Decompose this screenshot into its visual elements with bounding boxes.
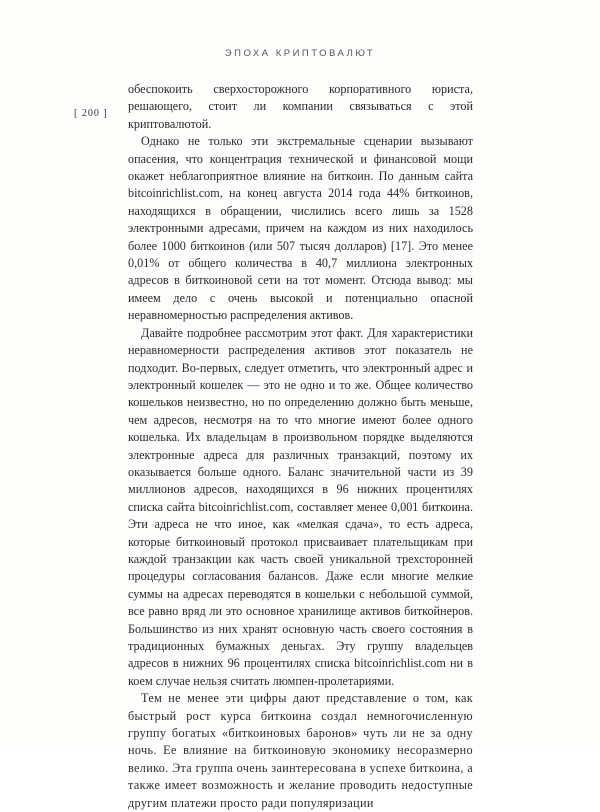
paragraph: Давайте подробнее рассмотрим этот факт. Для характеристики неравномерности распределения активов этот показатель не подходит. Во-первых, следует отметить, что электронный адрес и электронный кошелек — это не одно и то же. Общее количество кошельков неизвестно, но по определению должно быть меньше, чем адресов, несмотря на то что многие имеют более одного кошелька. Их владельцам в произвольном порядке выделяются электронные адреса для различных транзакций, поэтому их оказывается больше одного. Баланс значительной части из 39 миллионов адресов, находящихся в 96 нижних процентилях списка сайта bitcoinrichlist.com, составляет менее 0,001 биткоина. Эти адреса не что иное, как «мелкая сдача», то есть адреса, которые биткоиновый протокол присваивает плательщикам при каждой транзакции как часть своей уникальной трехсторонней процедуры согласования балансов. Даже если многие мелкие суммы на адресах переводятся в кошельки с небольшой суммой, все равно вряд ли это основное хранилище активов биткойнеров. Большинство из них хранят основную часть своего состояния в традиционных бумажных деньгах. Эту группу владельцев адресов в нижних 96 процентилях списка bitcoinrichlist.com ни в коем случае нельзя считать люмпен-пролетариями.	[128, 325, 473, 688]
paragraph: Однако не только эти экстремальные сценарии вызывают опасения, что концентрация технической и финансовой мощи окажет неблагоприятное влияние на биткоин. По данным сайта bitcoinrichlist.com, на конец августа 2014 года 44% биткоинов, находящихся в обращении, числились всего лишь за 1528 электронными адресами, причем на каждом из них находилось более 1000 биткоинов (или 507 тысяч долларов) [17]. Это менее 0,01% от общего количества в 40,7 миллиона электронных адресов в биткоиновой сети на тот момент. Отсюда вывод: мы имеем дело с очень высокой и потенциально опасной неравномерностью распределения активов.	[128, 134, 473, 323]
paragraph: Тем не менее эти цифры дают представление о том, как быстрый рост курса биткоина создал немногочисленную группу богатых «биткоиновых баронов» чуть ли не за одну ночь. Ее влияние на биткоиновую экономику несоразмерно велико. Эта группа очень заинтересована в успехе биткоина, а также имеет возможность и желание проводить недоступные другим платежи просто ради популяризации	[128, 691, 473, 810]
body-text	[128, 81, 473, 812]
page-number: [ 200 ]	[74, 108, 108, 119]
paragraph-continued: обеспокоить сверхосторожного корпоративного юриста, решающего, стоит ли компании связываться с этой криптовалютой.	[128, 82, 473, 131]
running-head-title: ЭПОХА КРИПТОВАЛЮТ	[224, 48, 376, 59]
